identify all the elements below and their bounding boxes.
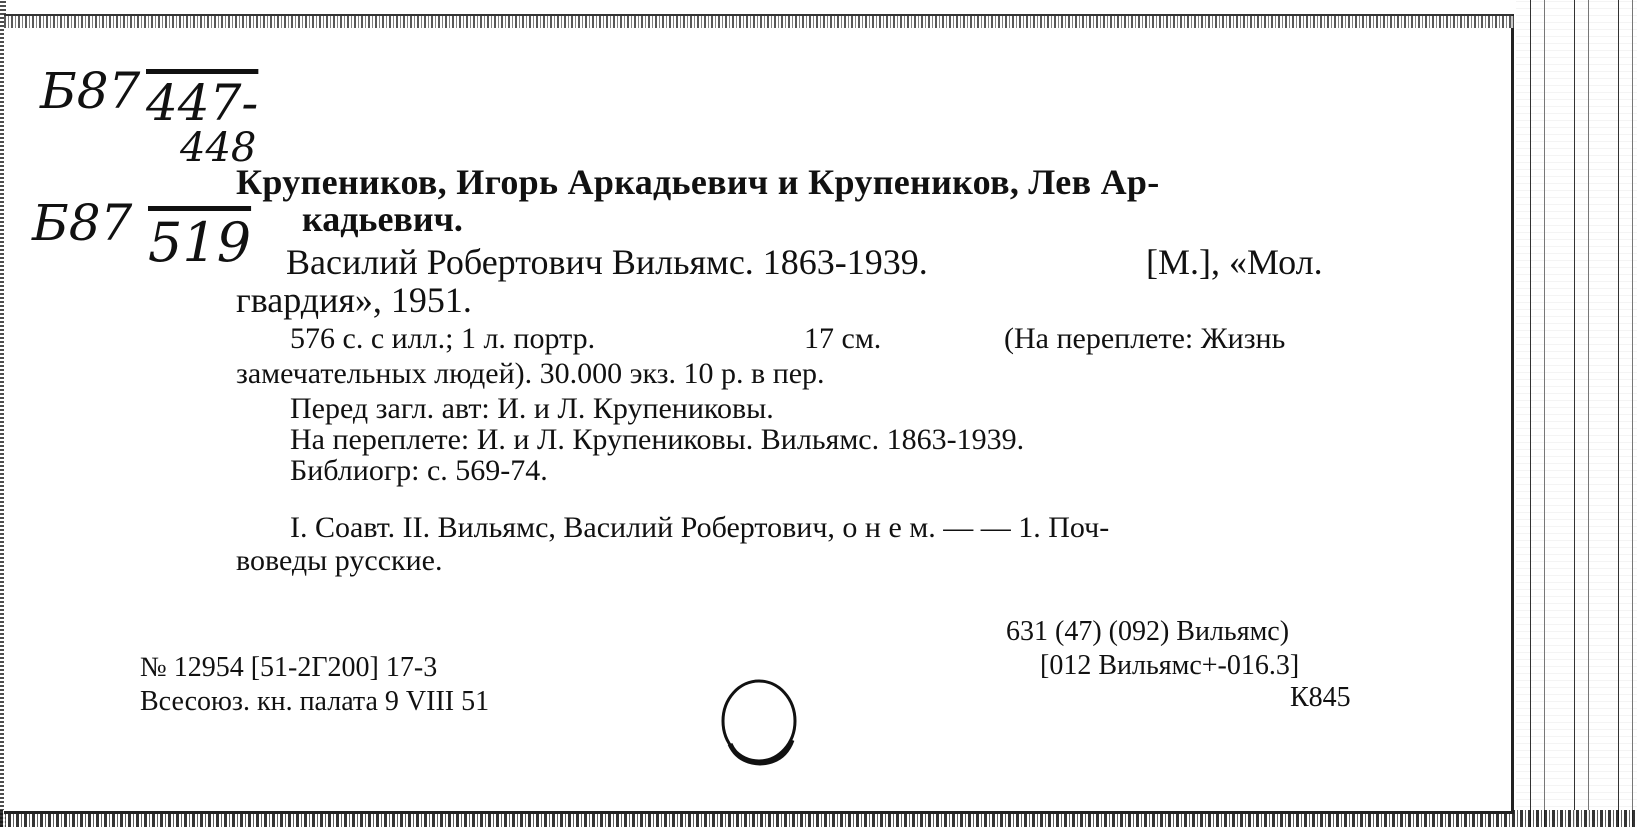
call-number-1: 447- <box>146 74 259 132</box>
entry-collation-left: 576 с. с илл.; 1 л. портр. <box>290 322 596 355</box>
entry-collation-line2: замечательных людей). 30.000 экз. 10 р. в пер. <box>236 357 825 390</box>
scan-edge-top <box>4 16 1514 28</box>
entry-collation-size: 17 см. <box>804 322 882 355</box>
card-number: № 12954 [51-2Г200] 17-3 <box>140 652 438 683</box>
scan-edge-right <box>1516 0 1637 827</box>
entry-series-note: (На переплете: Жизнь <box>1004 322 1286 355</box>
entry-note-2: На переплете: И. и Л. Крупениковы. Вильямс. 1863-1939. <box>290 423 1025 456</box>
entry-title-line2: гвардия», 1951. <box>236 280 472 320</box>
call-number-3: 519 <box>148 211 252 274</box>
call-number-prefix-1: Б87 <box>40 62 141 120</box>
chamber-date: Всесоюз. кн. палата 9 VIII 51 <box>140 686 490 717</box>
entry-title-line1: Василий Робертович Вильямс. 1863-1939. <box>286 242 928 282</box>
entry-note-3: Библиогр: с. 569-74. <box>290 454 548 487</box>
entry-tracings-line2: воведы русские. <box>236 544 443 577</box>
entry-note-1: Перед загл. авт: И. и Л. Крупениковы. <box>290 392 774 425</box>
entry-heading-line2: кадьевич. <box>302 199 463 239</box>
entry-tracings-line1: I. Соавт. II. Вильямс, Василий Робертович, о н е м. — — 1. Поч- <box>290 511 1110 544</box>
author-mark: К845 <box>1290 682 1351 713</box>
catalog-card <box>4 14 1514 814</box>
classification-bbk: [012 Вильямс+-016.3] <box>1040 650 1300 681</box>
classification-udc: 631 (47) (092) Вильямс) <box>1006 616 1290 647</box>
library-stamp-icon <box>718 674 804 772</box>
entry-imprint: [M.], «Мол. <box>1146 242 1323 282</box>
call-number-prefix-3: Б87 <box>32 194 133 252</box>
entry-heading-line1: Крупеников, Игорь Аркадьевич и Крупеников, Лев Ар- <box>236 162 1160 202</box>
call-number-2: 448 <box>180 125 257 171</box>
